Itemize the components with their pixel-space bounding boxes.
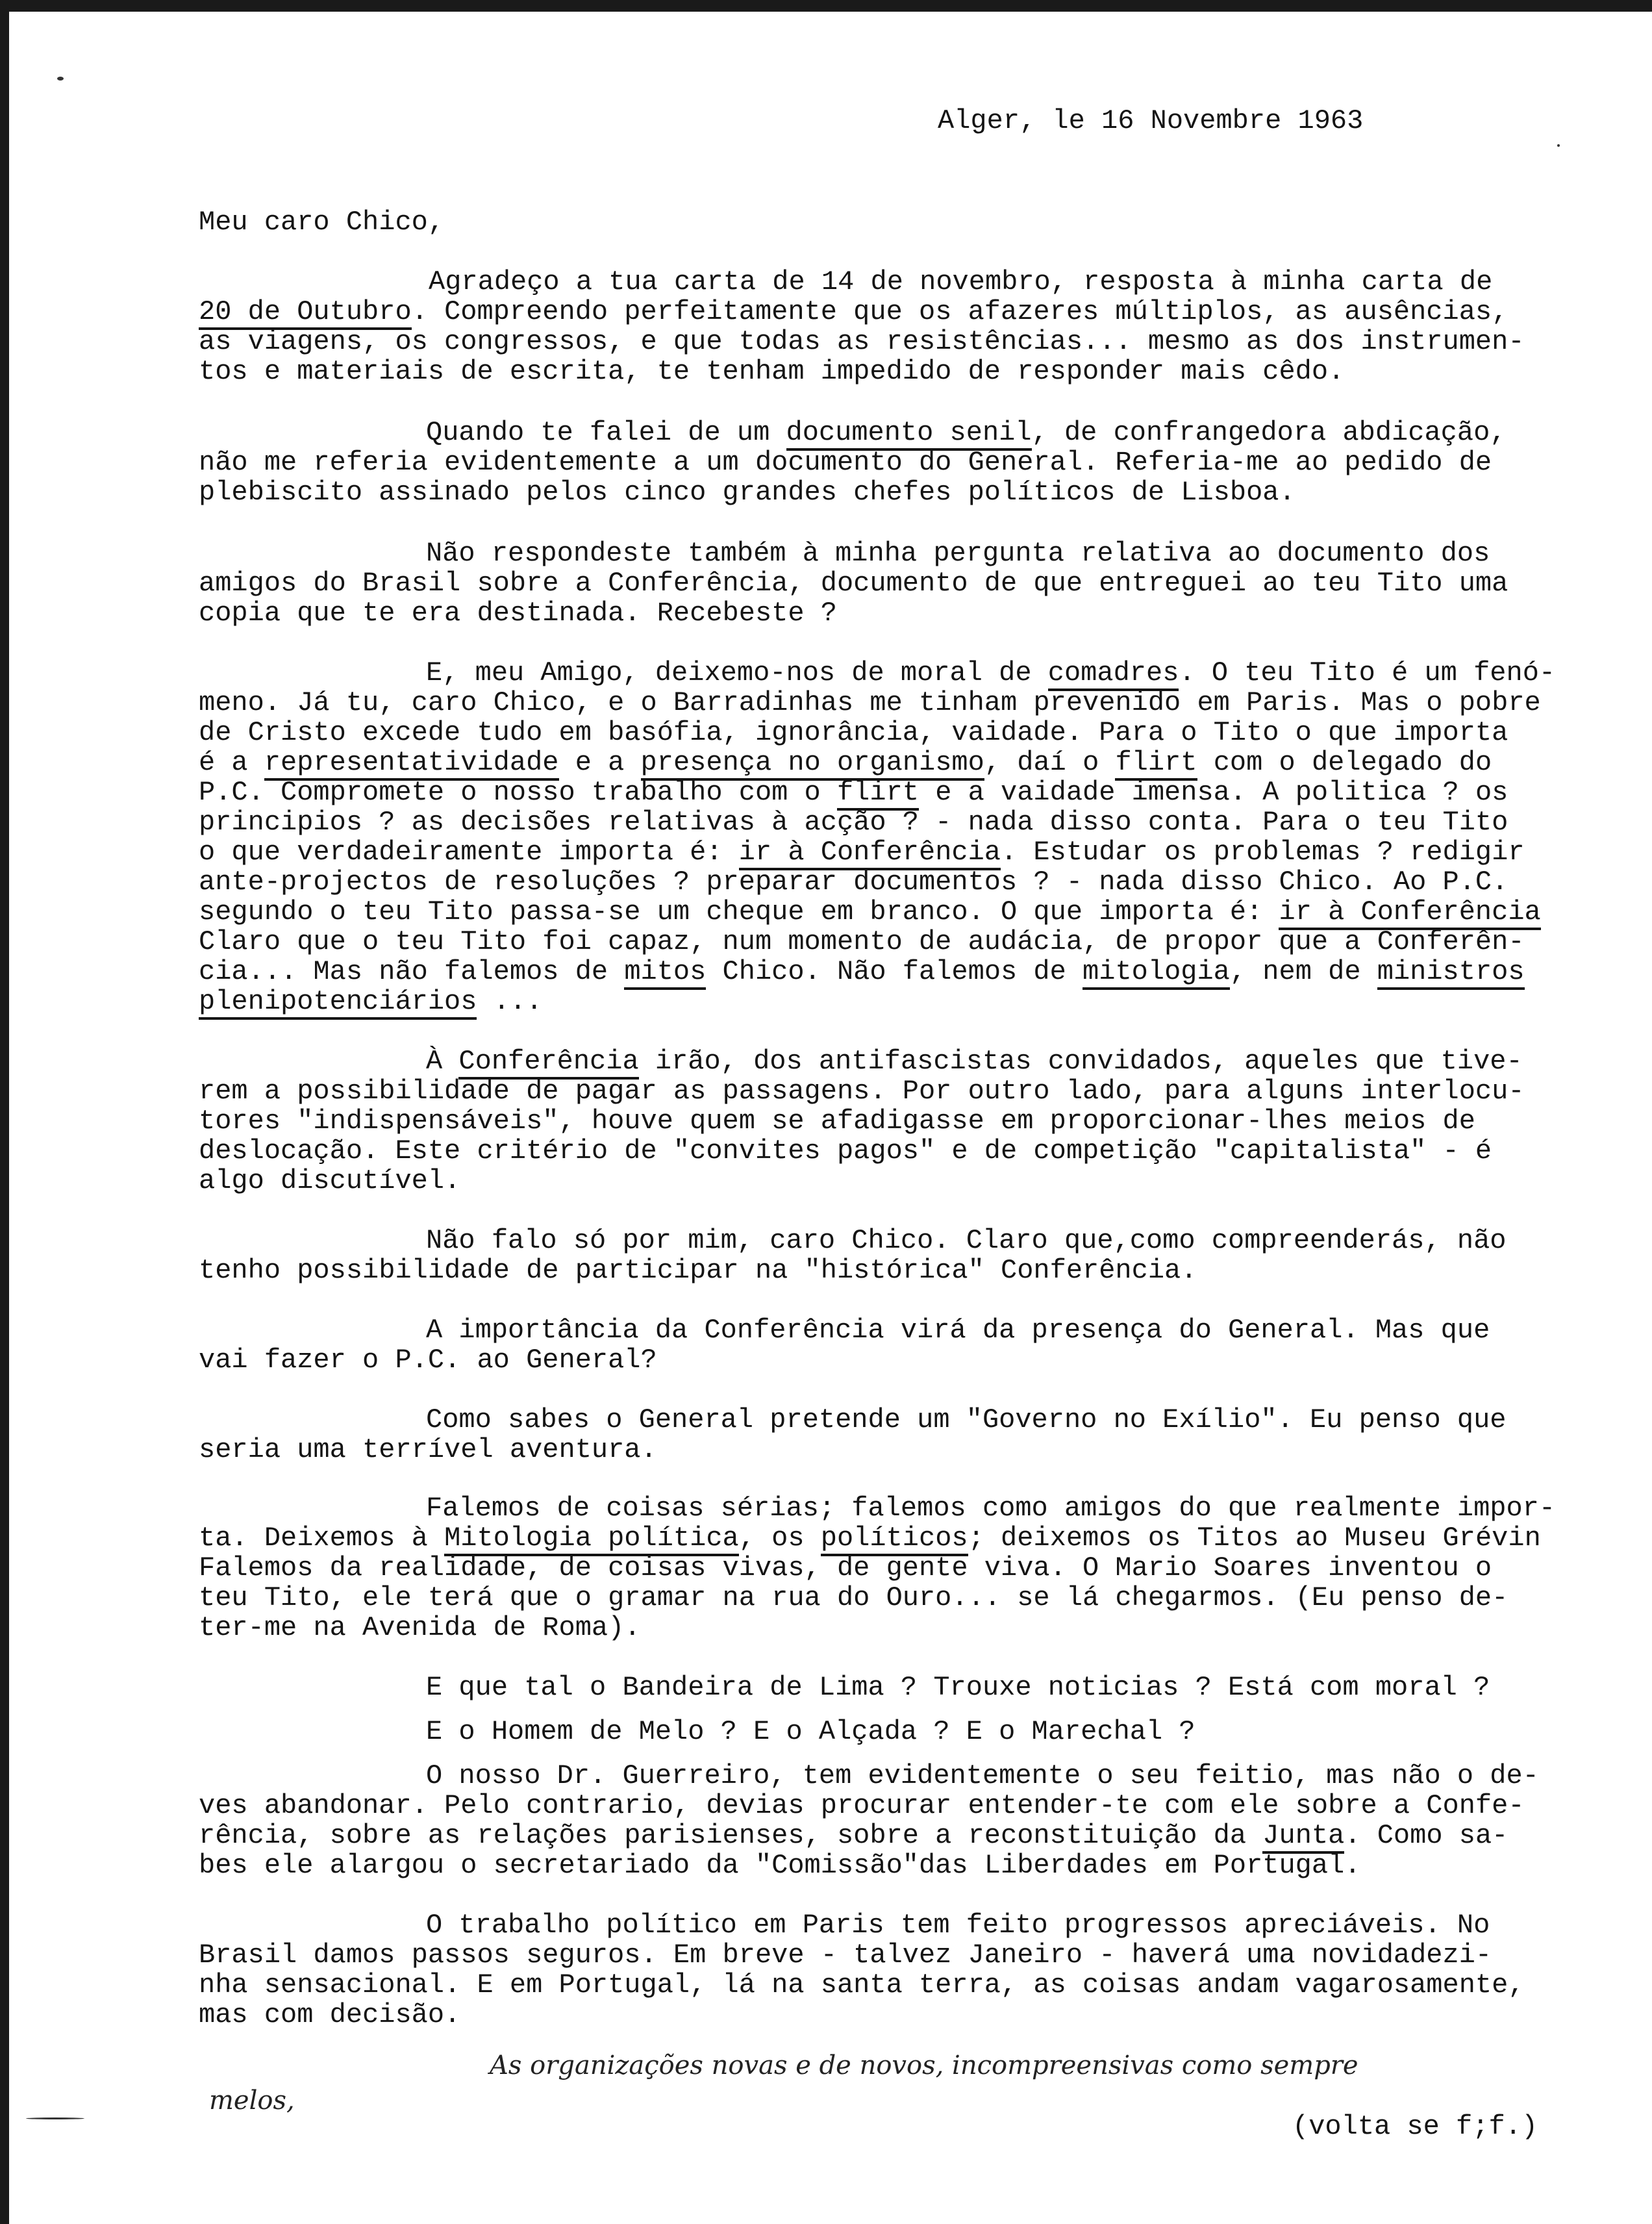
line-text: irão, dos antifascistas convidados, aqueles que tive-	[638, 1046, 1523, 1077]
letter-line	[199, 1255, 1197, 1286]
line-text: amigos do Brasil sobre a Conferência, documento de que entreguei ao teu Tito uma	[199, 568, 1508, 599]
scan-speck	[26, 2117, 84, 2119]
underlined-text: flirt	[837, 777, 919, 811]
letter-line	[426, 1046, 1523, 1077]
letter-line	[426, 417, 1506, 448]
scan-speck	[57, 77, 64, 81]
letter-line	[199, 296, 1508, 327]
letter-line	[199, 926, 1525, 957]
letter-line	[199, 356, 1344, 387]
letter-line	[199, 477, 1295, 508]
underlined-text: flirt	[1115, 747, 1197, 781]
line-text: segundo o teu Tito passa-se um cheque em branco. O que importa é:	[199, 896, 1279, 928]
line-text: não me referia evidentemente a um documento do General. Referia-me ao pedido de	[199, 447, 1492, 478]
line-text: E, meu Amigo, deixemo-nos de moral de	[426, 657, 1048, 689]
line-text: rência, sobre as relações parisienses, sobre a reconstituição da	[199, 1820, 1263, 1851]
line-text: ta. Deixemos à	[199, 1523, 445, 1554]
line-text: . Compreendo perfeitamente que os afazeres múltiplos, as ausências,	[411, 296, 1508, 327]
letter-line	[199, 747, 1492, 778]
letter-line	[199, 1612, 641, 1643]
letter-line	[426, 1910, 1490, 1941]
underlined-text: documento senil	[786, 417, 1032, 451]
letter-line	[426, 1225, 1506, 1256]
line-text: deslocação. Este critério de "convites pagos" e de competição "capitalista" - é	[199, 1135, 1492, 1167]
line-text: seria uma terrível aventura.	[199, 1434, 657, 1465]
underlined-text: ir à Conferência	[739, 837, 1001, 870]
line-text: principios ? as decisões relativas à acção ? - nada disso conta. Para o teu Tito	[199, 807, 1508, 838]
line-text: as viagens, os congressos, e que todas as resistências... mesmo as dos instrumen-	[199, 326, 1525, 357]
letter-line	[199, 1790, 1525, 1821]
letter-line	[199, 1940, 1492, 1971]
letter-line	[426, 1493, 1555, 1524]
underlined-text: Conferência	[458, 1046, 638, 1080]
line-text: ante-projectos de resoluções ? preparar documentos ? - nada disso Chico. Ao P.C.	[199, 866, 1508, 898]
line-text: . O teu Tito é um fenó-	[1179, 657, 1556, 689]
letter-line	[199, 326, 1525, 357]
line-text: copia que te era destinada. Recebeste ?	[199, 598, 837, 629]
letter-line	[199, 1345, 657, 1376]
letter-line	[199, 687, 1541, 718]
letter-line	[199, 1969, 1525, 2001]
line-text: O nosso Dr. Guerreiro, tem evidentemente o seu feitio, mas não o de-	[426, 1760, 1539, 1791]
place-date: Alger, le 16 Novembre 1963	[938, 105, 1364, 136]
line-text: de Cristo excede tudo em basófia, ignorância, vaidade. Para o Tito o que importa	[199, 717, 1508, 748]
line-text: À	[426, 1046, 459, 1077]
letter-line	[199, 1523, 1541, 1554]
line-text: E o Homem de Melo ? E o Alçada ? E o Marechal ?	[426, 1716, 1195, 1747]
line-text: tenho possibilidade de participar na "histórica" Conferência.	[199, 1255, 1197, 1286]
underlined-text: Mitologia política	[444, 1523, 739, 1556]
line-text: , de confrangedora abdicação,	[1031, 417, 1507, 448]
line-text: nha sensacional. E em Portugal, lá na santa terra, as coisas andam vagarosamente,	[199, 1969, 1525, 2001]
line-text: Não respondeste também à minha pergunta relativa ao documento dos	[426, 538, 1490, 569]
letter-line	[426, 538, 1490, 569]
letter-line	[199, 1552, 1492, 1584]
line-text: rem a possibilidade de pagar as passagens. Por outro lado, para alguns interlocu-	[199, 1076, 1525, 1107]
line-text: Claro que o teu Tito foi capaz, num momento de audácia, de propor que a Conferên-	[199, 926, 1525, 957]
letter-line	[429, 266, 1492, 297]
line-text: algo discutível.	[199, 1165, 461, 1196]
underlined-text: plenipotenciários	[199, 986, 477, 1020]
line-text: e a	[558, 747, 641, 778]
line-text: e a vaidade imensa. A politica ? os	[919, 777, 1508, 808]
footer-note: (volta se f;f.)	[1292, 2111, 1538, 2142]
line-text: Não falo só por mim, caro Chico. Claro que,como compreenderás, não	[426, 1225, 1507, 1256]
line-text: cia... Mas não falemos de	[199, 956, 625, 987]
letter-line	[426, 1716, 1195, 1747]
line-text: Chico. Não falemos de	[706, 956, 1083, 987]
letter-line	[199, 866, 1508, 898]
line-text: vai fazer o P.C. ao General?	[199, 1345, 657, 1376]
underlined-text: políticos	[821, 1523, 968, 1556]
line-text: tos e materiais de escrita, te tenham impedido de responder mais cêdo.	[199, 356, 1345, 387]
letter-line	[199, 1582, 1508, 1613]
letter-line	[199, 1999, 460, 2030]
letter-line	[199, 1820, 1508, 1851]
line-text: ves abandonar. Pelo contrario, devias procurar entender-te com ele sobre a Confe-	[199, 1790, 1525, 1821]
underlined-text: ir à Conferência	[1279, 896, 1540, 930]
line-text: é a	[199, 747, 264, 778]
line-text: P.C. Compromete o nosso trabalho com o	[199, 777, 837, 808]
line-text: tores "indispensáveis", houve quem se afadigasse em proporcionar-lhes meios de	[199, 1106, 1475, 1137]
letter-line	[199, 986, 542, 1017]
line-text: , os	[738, 1523, 821, 1554]
letter-line	[199, 1850, 1361, 1881]
scan-border-top	[0, 0, 1652, 12]
salutation: Meu caro Chico,	[199, 207, 445, 238]
underlined-text: comadres	[1048, 657, 1179, 691]
letter-line	[199, 1106, 1475, 1137]
letter-line	[199, 1135, 1492, 1167]
underlined-text: presença no organismo	[641, 747, 984, 781]
letter-line	[199, 717, 1508, 748]
line-text: ter-me na Avenida de Roma).	[199, 1612, 641, 1643]
letter-line	[199, 598, 837, 629]
line-text: Falemos da realidade, de coisas vivas, de gente viva. O Mario Soares inventou o	[199, 1552, 1492, 1584]
letter-line	[199, 1165, 460, 1196]
handwritten-note: As organizações novas e de novos, incompreensivas como sempre	[490, 2051, 1358, 2080]
letter-line	[199, 956, 1525, 987]
letter-line	[199, 1076, 1525, 1107]
letter-line	[199, 777, 1508, 808]
line-text: E que tal o Bandeira de Lima ? Trouxe noticias ? Está com moral ?	[426, 1672, 1490, 1703]
underlined-text: ministros	[1377, 956, 1525, 990]
line-text: Quando te falei de um	[426, 417, 786, 448]
underlined-text: mitologia	[1083, 956, 1230, 990]
line-text: teu Tito, ele terá que o gramar na rua do Ouro... se lá chegarmos. (Eu penso de-	[199, 1582, 1508, 1613]
line-text: A importância da Conferência virá da presença do General. Mas que	[426, 1315, 1490, 1346]
letter-line	[199, 568, 1508, 599]
letter-line	[426, 657, 1555, 689]
line-text: plebiscito assinado pelos cinco grandes chefes políticos de Lisboa.	[199, 477, 1295, 508]
underlined-text: Junta	[1262, 1820, 1344, 1854]
scan-border-left	[0, 0, 9, 2224]
line-text: o que verdadeiramente importa é:	[199, 837, 739, 868]
letter-line	[426, 1760, 1539, 1791]
line-text: . Como sa-	[1344, 1820, 1508, 1851]
line-text: meno. Já tu, caro Chico, e o Barradinhas me tinham prevenido em Paris. Mas o pobre	[199, 687, 1541, 718]
letter-line	[199, 1434, 657, 1465]
line-text: Brasil damos passos seguros. Em breve - talvez Janeiro - haverá uma novidadezi-	[199, 1940, 1492, 1971]
line-text: ; deixemos os Titos ao Museu Grévin	[968, 1523, 1541, 1554]
line-text: Agradeço a tua carta de 14 de novembro, resposta à minha carta de	[429, 266, 1493, 297]
letter-line	[199, 837, 1525, 868]
line-text: Falemos de coisas sérias; falemos como amigos do que realmente impor-	[426, 1493, 1556, 1524]
letter-line	[199, 447, 1492, 478]
line-text: bes ele alargou o secretariado da "Comissão"das Liberdades em Portugal.	[199, 1850, 1361, 1881]
letter-line	[199, 896, 1541, 928]
line-text: . Estudar os problemas ? redigir	[1001, 837, 1525, 868]
line-text: Como sabes o General pretende um "Governo no Exílio". Eu penso que	[426, 1404, 1507, 1435]
underlined-text: 20 de Outubro	[199, 296, 412, 330]
line-text: , nem de	[1229, 956, 1377, 987]
letter-line	[426, 1315, 1490, 1346]
line-text: O trabalho político em Paris tem feito progressos apreciáveis. No	[426, 1910, 1490, 1941]
line-text: , daí o	[984, 747, 1116, 778]
letter-line	[426, 1672, 1490, 1703]
line-text: ...	[477, 986, 543, 1017]
letter-line	[426, 1404, 1506, 1435]
underlined-text: mitos	[624, 956, 706, 990]
handwritten-note-cont: melos,	[209, 2086, 295, 2116]
line-text: mas com decisão.	[199, 1999, 461, 2030]
scan-speck	[1557, 144, 1560, 147]
underlined-text: representatividade	[264, 747, 559, 781]
line-text: com o delegado do	[1197, 747, 1492, 778]
letter-line	[199, 807, 1508, 838]
